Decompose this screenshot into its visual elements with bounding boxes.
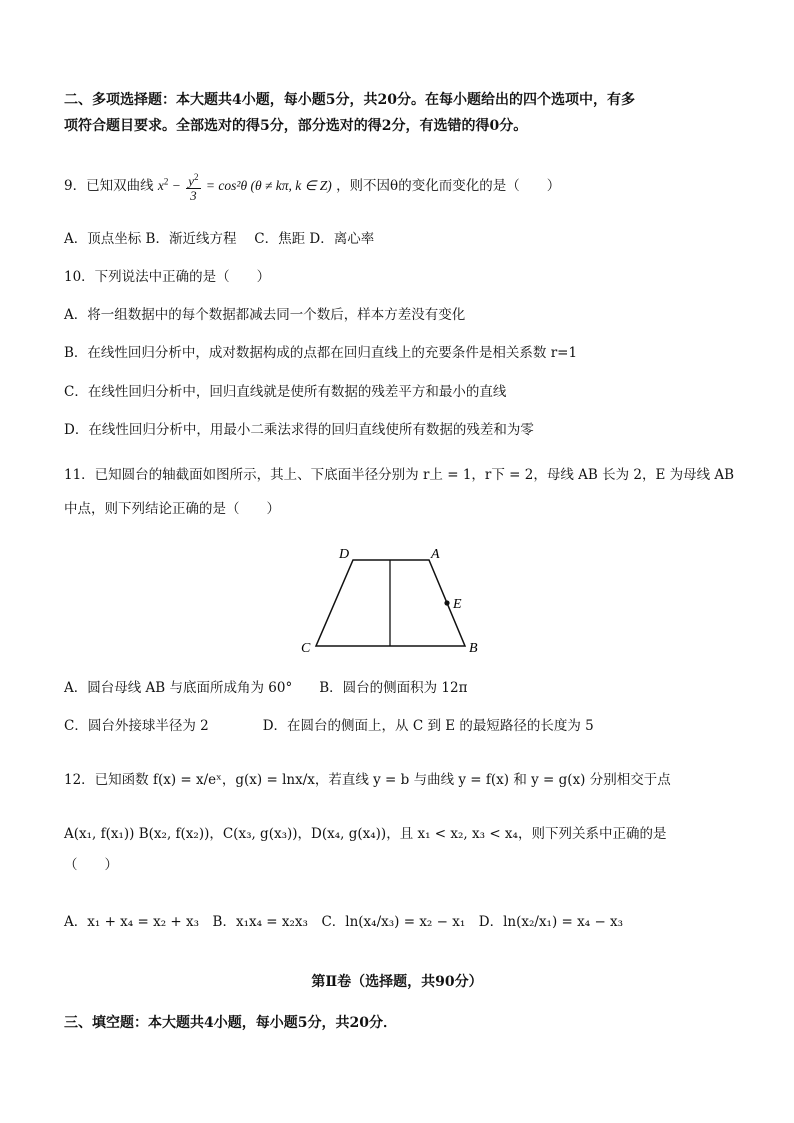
q11-stem-line1: 11．已知圆台的轴截面如图所示，其上、下底面半径分别为 r上 = 1，r下 = 2，母线 AB 长为 2，E 为母线 AB xyxy=(64,467,735,483)
label-b: B xyxy=(469,641,478,656)
q11-options-cd: C．圆台外接球半径为 2 D．在圆台的侧面上，从 C 到 E 的最短路径的长度为 5 xyxy=(64,718,594,734)
label-d: D xyxy=(339,547,350,562)
part2-title: 第Ⅱ卷（选择题，共90分） xyxy=(311,974,483,990)
label-e: E xyxy=(453,597,462,612)
q11-stem-line2: 中点，则下列结论正确的是（ ） xyxy=(64,501,280,517)
q9-stem xyxy=(64,170,560,203)
frustum-axial-section-figure xyxy=(290,540,490,660)
q12-stem-line2: A(x₁, f(x₁)) B(x₂, f(x₂))，C(x₃, g(x₃))，D(x₄, g(x₄))，且 x₁ < x₂, x₃ < x₄，则下列关系中正确的是 xyxy=(64,826,667,842)
label-a: A xyxy=(431,547,440,562)
section2-heading-line1: 二、多项选择题：本大题共4小题，每小题5分，共20分。在每小题给出的四个选项中，有多 xyxy=(64,92,635,108)
q9-condition: = cos²θ (θ ≠ kπ, k ∈ Z) xyxy=(205,177,332,193)
q11-options-ab: A．圆台母线 AB 与底面所成角为 60° B．圆台的侧面积为 12π xyxy=(64,680,468,696)
section3-heading: 三、填空题：本大题共4小题，每小题5分，共20分． xyxy=(64,1015,397,1031)
q10-stem: 10．下列说法中正确的是（ ） xyxy=(64,269,271,285)
q9-formula: $x^2$ − $\frac{y^2}{3}$ xyxy=(157,172,199,204)
q9-tail: ，则不因θ的变化而变化的是（ ） xyxy=(336,177,561,194)
q10-option-b: B．在线性回归分析中，成对数据构成的点都在回归直线上的充要条件是相关系数 r=1 xyxy=(64,345,578,361)
section2-heading-line2: 项符合题目要求。全部选对的得5分，部分选对的得2分，有选错的得0分。 xyxy=(64,118,528,134)
point-e xyxy=(444,600,449,605)
q9-options: A．顶点坐标 B．渐近线方程 C．焦距 D．离心率 xyxy=(64,231,375,247)
q12-stem-line1: 12．已知函数 f(x) = x/eˣ，g(x) = lnx/x，若直线 y = b 与曲线 y = f(x) 和 y = g(x) 分别相交于点 xyxy=(64,772,671,788)
q12-stem-line3: （ ） xyxy=(64,857,118,873)
label-c: C xyxy=(301,641,311,656)
q12-options: A．x₁ + x₄ = x₂ + x₃ B．x₁x₄ = x₂x₃ C．ln(x₄/x₃) = x₂ − x₁ D．ln(x₂/x₁) = x₄ − x₃ xyxy=(64,914,624,930)
q10-option-a: A．将一组数据中的每个数据都减去同一个数后，样本方差没有变化 xyxy=(64,307,466,323)
q10-option-c: C．在线性回归分析中，回归直线就是使所有数据的残差平方和最小的直线 xyxy=(64,384,507,400)
q10-option-d: D．在线性回归分析中，用最小二乘法求得的回归直线使所有数据的残差和为零 xyxy=(64,422,534,438)
q9-number: 9．已知双曲线 xyxy=(64,177,154,194)
